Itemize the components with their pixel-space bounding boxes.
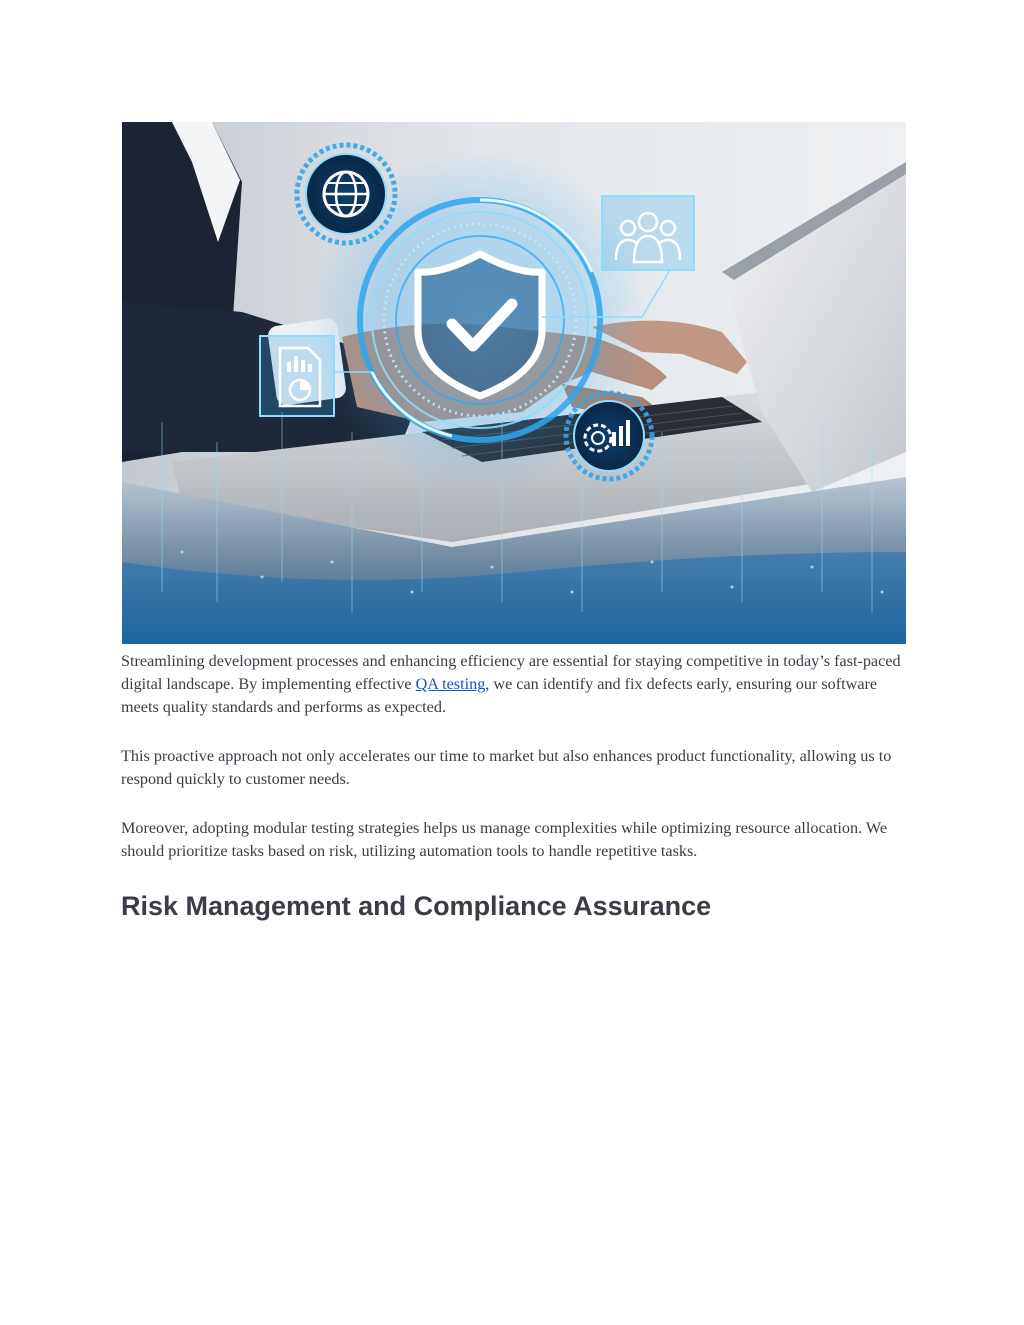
globe-icon — [297, 145, 395, 243]
paragraph-3: Moreover, adopting modular testing strategies helps us manage complexities while optimizing resource allocation. We should prioritize tasks based on risk, utilizing automation tools to handle repetitive tasks. — [121, 819, 888, 860]
section-heading: Risk Management and Compliance Assurance — [121, 891, 712, 921]
hero-image — [122, 122, 906, 644]
qa-testing-link[interactable]: QA testing — [415, 675, 486, 693]
shield-check-icon — [418, 254, 542, 396]
paragraph-1 — [121, 650, 911, 719]
paragraph-2: This proactive approach not only accelerates our time to market but also enhances product functionality, allowing us to respond quickly to customer needs. — [121, 747, 892, 788]
paragraph-1-text-start: Streamlining development processes and enhancing efficiency are essential for staying competitive in today’s fast-paced digital landscape. By implementing effective — [121, 652, 901, 693]
article-body — [121, 650, 911, 923]
paragraph-1-text-end: , we can identify and fix defects early, ensuring our software meets quality standards and performs as expected. — [121, 675, 878, 716]
